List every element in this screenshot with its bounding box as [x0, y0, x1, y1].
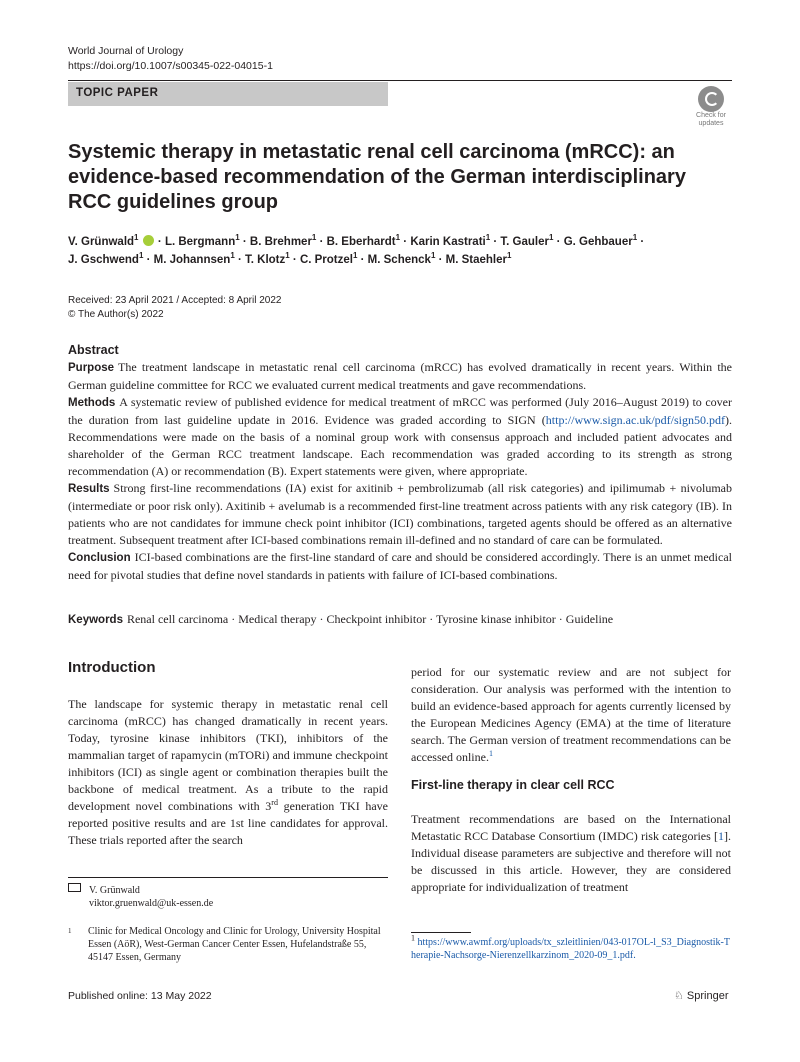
author-name[interactable]: B. Brehmer	[249, 236, 312, 248]
topic-label: TOPIC PAPER	[76, 87, 159, 99]
topic-banner	[68, 82, 388, 106]
check-for-updates-button[interactable]	[690, 86, 732, 128]
check-updates-line1: Check for	[696, 112, 726, 119]
abstract-purpose: Purpose The treatment landscape in metastatic renal cell carcinoma (mRCC) has evolved dramatically in recent years. Within the German guideline committee for RCC we evaluated current medical treatments and gave recommendations.	[68, 360, 732, 392]
abstract-conclusion: Conclusion ICI-based combinations are the first-line standard of care and should be considered accordingly. There is an unmet medical need for pivotal studies that define novel standards in patients with failure of ICI-based combinations.	[68, 550, 732, 582]
author-line-2: J. Gschwend$^1$ · M. Johannsen$^1$ · T. Klotz$^1$ · C. Protzel$^1$ · M. Schenck$^1$ · M. Staehler$^1$	[68, 251, 512, 266]
check-updates-line2: updates	[698, 120, 724, 127]
citation-ref[interactable]: 1	[718, 829, 724, 843]
abstract-methods: Methods A systematic review of published evidence for medical treatment of mRCC was performed (July 2016–August 2019) to cover the duration from last guideline update in 2016. Evidence was graded according to SIGN (http://www.sign.ac.uk/pdf/sign50.pdf). Recommendations were made on the basis of a nominal group work with consensus approach and included patient advocates and shareholder of the German RCC treatment landscape. Each recommendation was graded according to its strength as strong recommendation (A) or recommendation (B). Expert statements were given, where appropriate.	[68, 395, 732, 478]
article-title: Systemic therapy in metastatic renal cell carcinoma (mRCC): an evidence-based recommendation of the German interdisciplinary RCC guidelines group	[68, 141, 686, 213]
author-name[interactable]: C. Protzel	[299, 254, 353, 266]
footnote-rule-left	[68, 877, 388, 878]
published-online: Published online: 13 May 2022	[68, 990, 212, 1002]
header-rule	[68, 80, 732, 81]
author-name[interactable]: M. Johannsen	[153, 254, 231, 266]
copyright: © The Author(s) 2022	[68, 309, 164, 320]
author-name[interactable]: M. Schenck	[367, 254, 431, 266]
sign-link[interactable]: http://www.sign.ac.uk/pdf/sign50.pdf	[545, 413, 725, 427]
publisher-logo	[674, 989, 729, 1002]
author-name[interactable]: M. Staehler	[445, 254, 507, 266]
contact-email[interactable]: viktor.gruenwald@uk-essen.de	[89, 898, 214, 909]
journal-header	[68, 44, 273, 74]
keywords-text: Renal cell carcinoma · Medical therapy · Checkpoint inhibitor · Tyrosine kinase inhibitor · Guideline	[126, 612, 614, 626]
orcid-icon[interactable]	[143, 235, 154, 246]
awmf-link[interactable]: https://www.awmf.org/uploads/tx_szleitlinien/043-017OL-l_S3_Diagnostik-Therapie-Nachsorge-Nierenzellkarzinom_2020-09_1.pdf.	[411, 937, 730, 961]
keywords-label: Keywords	[68, 614, 123, 626]
footnote-number: 1	[411, 933, 415, 943]
received-accepted: Received: 23 April 2021 / Accepted: 8 April 2022	[68, 295, 282, 306]
author-name[interactable]: Karin Kastrati	[410, 236, 486, 248]
keywords	[68, 611, 732, 629]
firstline-text: Treatment recommendations are based on the International Metastatic RCC Database Consortium (IMDC) risk categories [1]. Individual disease parameters are subjective and therefore will not be discussed in this article. However, they are considered appropriate for individualization of treatment	[411, 812, 731, 894]
abstract-heading: Abstract	[68, 343, 119, 357]
journal-name: World Journal of Urology	[68, 45, 184, 57]
footnote-ref[interactable]: 1	[488, 749, 493, 758]
envelope-icon	[68, 883, 81, 892]
footnote-rule-right	[411, 932, 471, 933]
doi-link[interactable]: https://doi.org/10.1007/s00345-022-04015-1	[68, 60, 273, 72]
affiliation	[68, 925, 388, 964]
author-name[interactable]: J. Gschwend	[68, 254, 139, 266]
author-list	[68, 233, 732, 269]
introduction-heading: Introduction	[68, 659, 156, 676]
author-line-1: V. Grünwald$^1$ · L. Bergmann$^1$ · B. Brehmer$^1$ · B. Eberhardt$^1$ · Karin Kastrati$^1$ · T. Gauler$^1$ · G. Gehbauer$^1$ ·	[68, 233, 645, 248]
affiliation-text: Clinic for Medical Oncology and Clinic for Urology, University Hospital Essen (AöR), West-German Cancer Center Essen, Hufelandstraße 55, 45147 Essen, Germany	[88, 926, 381, 963]
author-name[interactable]: G. Gehbauer	[563, 236, 633, 248]
author-name[interactable]: T. Klotz	[245, 254, 286, 266]
springer-horse-icon: ♘	[674, 990, 687, 1002]
footnote	[411, 933, 731, 962]
abstract-body	[68, 359, 732, 584]
intro-right-text: period for our systematic review and are not subject for consideration. Our analysis was performed with the intention to build an evidence-based approach for agents currently licensed by the European Medicines Agency (EMA) at the time of literature search. The German version of treatment recommendations can be accessed online.$^1$	[411, 665, 731, 764]
check-updates-icon	[698, 86, 724, 112]
corresponding-author	[68, 883, 213, 910]
intro-left-text: The landscape for systemic therapy in metastatic renal cell carcinoma (mRCC) has changed dramatically in recent years. Today, tyrosine kinase inhibitors (TKI), inhibitors of the mammalian target of rapamycin (mTORi) and immune checkpoint inhibitors (ICI) as single agent or combination therapies built the backbone of medical treatment. As a tribute to the rapid development novel combinations with 3rd generation TKI have reported positive results and are 1st line candidates for approval. These trials reported after the search	[68, 697, 388, 847]
author-name[interactable]: T. Gauler	[500, 236, 549, 248]
affiliation-number: 1	[68, 927, 72, 935]
author-name[interactable]: L. Bergmann	[164, 236, 236, 248]
contact-name: V. Grünwald	[89, 885, 140, 896]
publisher-name: Springer	[686, 990, 729, 1002]
author-name[interactable]: V. Grünwald	[68, 236, 135, 248]
firstline-heading: First-line therapy in clear cell RCC	[411, 778, 615, 792]
abstract-results: Results Strong first-line recommendations (IA) exist for axitinib + pembrolizumab (all risk categories) and ipilimumab + nivolumab (intermediate or poor risk only). Axitinib + avelumab is a recommended first-line treatment across patients with any risk category (IB). In patients who are not candidates for immune check point inhibitor (ICI) combinations, targeted agents should be offered as an alternative treatment. Subsequent treatment after ICI-based combinations remain ill-defined and no standard of care can be formulated.	[68, 481, 732, 547]
author-name[interactable]: B. Eberhardt	[326, 236, 396, 248]
article-dates	[68, 294, 281, 322]
